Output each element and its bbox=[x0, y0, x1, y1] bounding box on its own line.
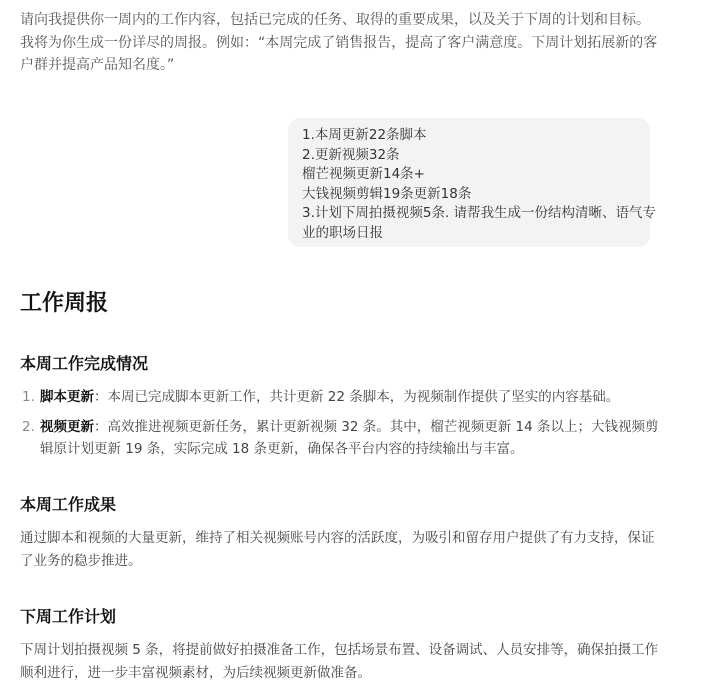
section-heading-completion: 本周工作完成情况 bbox=[20, 354, 149, 373]
list-item-text: ：高效推进视频更新任务，累计更新视频 32 条。其中，榴芒视频更新 14 条以上；大钱视频剪辑原计划更新 19 条，实际完成 18 条更新，确保各平台内容的持续输出与丰富。 bbox=[40, 418, 659, 457]
assistant-prompt-text: 请向我提供你一周内的工作内容，包括已完成的任务、取得的重要成果，以及关于下周的计划和目标。我将为你生成一份详尽的周报。例如：“本周完成了销售报告，提高了客户满意度。下周计划拓展新的客户群并提高产品知名度。” bbox=[20, 12, 658, 73]
user-message-line: 3.计划下周拍摄视频5条. 请帮我生成一份结构清晰、语气专 bbox=[302, 205, 657, 221]
section-heading-results: 本周工作成果 bbox=[20, 495, 117, 514]
results-paragraph: 通过脚本和视频的大量更新，维持了相关视频账号内容的活跃度，为吸引和留存用户提供了有力支持，保证了业务的稳步推进。 bbox=[20, 530, 655, 569]
list-item-number: 1. bbox=[22, 389, 35, 405]
list-item-number: 2. bbox=[22, 418, 35, 435]
user-message-line: 榴芒视频更新14条+ bbox=[302, 166, 425, 182]
list-item-label: 视频更新 bbox=[40, 418, 94, 435]
user-message-line: 大钱视频剪辑19条更新18条 bbox=[302, 185, 472, 202]
list-item bbox=[20, 386, 660, 409]
plan-paragraph: 下周计划拍摄视频 5 条，将提前做好拍摄准备工作，包括场景布置、设备调试、人员安排等，确保拍摄工作顺利进行，进一步丰富视频素材，为后续视频更新做准备。 bbox=[20, 642, 659, 681]
list-item-label: 脚本更新 bbox=[40, 389, 94, 405]
user-message-line: 业的职场日报 bbox=[302, 224, 383, 241]
user-message-line: 2.更新视频32条 bbox=[302, 146, 400, 163]
section-heading-plan: 下周工作计划 bbox=[20, 607, 117, 626]
user-message-bubble bbox=[288, 118, 657, 247]
list-item bbox=[20, 416, 660, 461]
list-item-text: ：本周已完成脚本更新工作，共计更新 22 条脚本，为视频制作提供了坚实的内容基础。 bbox=[94, 389, 620, 405]
report-title: 工作周报 bbox=[20, 291, 109, 316]
completion-list bbox=[20, 386, 660, 468]
user-message-line: 1.本周更新22条脚本 bbox=[302, 127, 427, 143]
